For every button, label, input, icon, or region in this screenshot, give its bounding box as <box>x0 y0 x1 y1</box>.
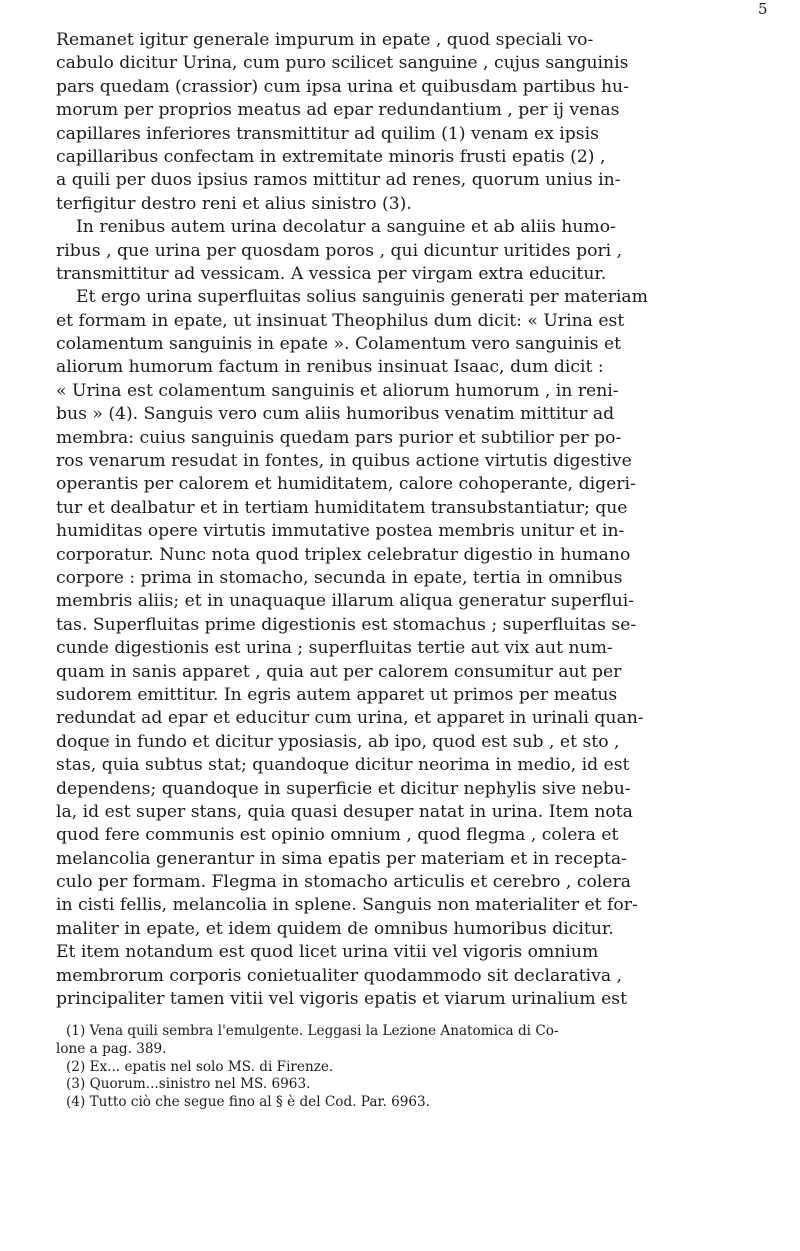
text-line: tur et dealbatur et in tertiam humiditatem transubstantiatur; que <box>56 497 628 518</box>
page-number: 5 <box>758 0 768 18</box>
text-line: terfigitur destro reni et alius sinistro (3). <box>56 193 412 214</box>
text-line: cabulo dicitur Urina, cum puro scilicet sanguine , cujus sanguinis <box>56 53 629 74</box>
text-line: sudorem emittitur. In egris autem apparet ut primos per meatus <box>56 684 618 705</box>
text-line: corporatur. Nunc nota quod triplex celebratur digestio in humano <box>56 544 631 565</box>
text-line: membra: cuius sanguinis quedam pars purior et subtilior per po- <box>56 427 622 448</box>
text-line: quam in sanis apparet , quia aut per calorem consumitur aut per <box>56 661 622 682</box>
text-line: ribus , que urina per quosdam poros , qui dicuntur uritides pori , <box>56 240 623 261</box>
text-line: « Urina est colamentum sanguinis et aliorum humorum , in reni- <box>56 380 619 401</box>
main-text <box>56 29 762 1011</box>
text-line: pars quedam (crassior) cum ipsa urina et quibusdam partibus hu- <box>56 76 629 97</box>
text-line: membrorum corporis conietualiter quodammodo sit declarativa , <box>56 965 623 986</box>
text-line: doque in fundo et dicitur yposiasis, ab ipo, quod est sub , et sto , <box>56 731 620 752</box>
footnote-line: (4) Tutto ciò che segue fino al § è del Cod. Par. 6963. <box>66 1094 431 1111</box>
text-line: morum per proprios meatus ad epar redundantium , per ij venas <box>56 100 620 121</box>
text-line: maliter in epate, et idem quidem de omnibus humoribus dicitur. <box>56 918 614 939</box>
text-line: humiditas opere virtutis immutative postea membris unitur et in- <box>56 521 625 542</box>
text-line: Et ergo urina superfluitas solius sanguinis generati per materiam <box>76 287 648 308</box>
text-line: et formam in epate, ut insinuat Theophilus dum dicit: « Urina est <box>56 310 625 331</box>
text-line: cunde digestionis est urina ; superfluitas tertie aut vix aut num- <box>56 638 613 659</box>
text-line: la, id est super stans, quia quasi desuper natat in urina. Item nota <box>56 801 633 822</box>
text-line: colamentum sanguinis in epate ». Colamentum vero sanguinis et <box>56 334 622 355</box>
text-line: capillares inferiores transmittitur ad quilim (1) venam ex ipsis <box>56 123 599 144</box>
text-line: melancolia generantur in sima epatis per materiam et in recepta- <box>56 848 627 869</box>
text-line: transmittitur ad vessicam. A vessica per virgam extra educitur. <box>56 263 607 284</box>
text-line: tas. Superfluitas prime digestionis est stomachus ; superfluitas se- <box>56 614 637 635</box>
text-line: In renibus autem urina decolatur a sanguine et ab aliis humo- <box>76 217 616 238</box>
text-line: Remanet igitur generale impurum in epate , quod speciali vo- <box>56 30 594 50</box>
text-line: stas, quia subtus stat; quandoque dicitur neorima in medio, id est <box>56 755 630 776</box>
text-line: quod fere communis est opinio omnium , quod flegma , colera et <box>56 825 619 846</box>
footnote-line: (2) Ex... epatis nel solo MS. di Firenze. <box>66 1058 334 1075</box>
text-line: bus » (4). Sanguis vero cum aliis humoribus venatim mittitur ad <box>56 404 615 425</box>
text-line: in cisti fellis, melancolia in splene. Sanguis non materialiter et for- <box>56 895 638 916</box>
text-line: aliorum humorum factum in renibus insinuat Isaac, dum dicit : <box>56 357 604 378</box>
text-line: redundat ad epar et educitur cum urina, et apparet in urinali quan- <box>56 708 644 729</box>
text-line: culo per formam. Flegma in stomacho articulis et cerebro , colera <box>56 872 631 893</box>
text-line: operantis per calorem et humiditatem, calore cohoperante, digeri- <box>56 474 636 495</box>
text-line: dependens; quandoque in superficie et dicitur nephylis sive nebu- <box>56 778 631 799</box>
text-line: corpore : prima in stomacho, secunda in epate, tertia in omnibus <box>56 567 623 588</box>
footnotes <box>56 1023 776 1112</box>
text-line: principaliter tamen vitii vel vigoris epatis et viarum urinalium est <box>56 989 628 1010</box>
text-line: Et item notandum est quod licet urina vitii vel vigoris omnium <box>56 942 599 963</box>
footnote-line: (1) Vena quili sembra l'emulgente. Leggasi la Lezione Anatomica di Co- <box>66 1023 559 1039</box>
footnote-line: (3) Quorum...sinistro nel MS. 6963. <box>66 1076 311 1093</box>
text-line: ros venarum resudat in fontes, in quibus actione virtutis digestive <box>56 451 632 472</box>
text-line: membris aliis; et in unaquaque illarum aliqua generatur superflui- <box>56 591 635 612</box>
text-line: capillaribus confectam in extremitate minoris frusti epatis (2) , <box>56 146 606 167</box>
text-line: a quili per duos ipsius ramos mittitur ad renes, quorum unius in- <box>56 170 621 191</box>
footnote-line: lone a pag. 389. <box>56 1040 167 1057</box>
